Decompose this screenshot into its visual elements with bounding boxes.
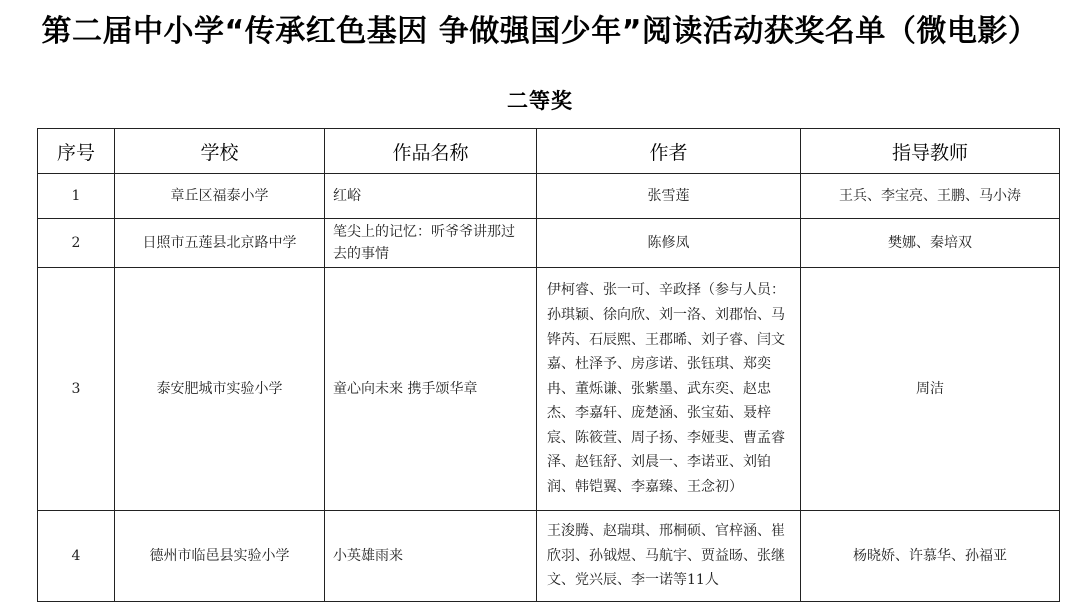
cell-teacher: 杨晓娇、许慕华、孙福亚 <box>801 511 1060 602</box>
table-row <box>38 174 1060 219</box>
header-index: 序号 <box>38 129 115 174</box>
cell-work-title: 红峪 <box>325 174 537 219</box>
table-header-row <box>38 129 1060 174</box>
cell-teacher: 王兵、李宝亮、王鹏、马小涛 <box>801 174 1060 219</box>
cell-school: 日照市五莲县北京路中学 <box>115 219 325 268</box>
cell-author: 王浚腾、赵瑞琪、邢桐硕、官梓涵、崔欣羽、孙钺煜、马航宇、贾益旸、张继文、党兴辰、李一诺等11人 <box>537 511 801 602</box>
award-table <box>37 128 1060 602</box>
header-teacher: 指导教师 <box>801 129 1060 174</box>
cell-school: 泰安肥城市实验小学 <box>115 268 325 511</box>
award-level-heading: 二等奖 <box>507 89 573 113</box>
table-row <box>38 268 1060 511</box>
cell-index: 4 <box>38 511 115 602</box>
cell-work-title: 童心向未来 携手颂华章 <box>325 268 537 511</box>
cell-work-title: 笔尖上的记忆：听爷爷讲那过去的事情 <box>325 219 537 268</box>
table-row <box>38 511 1060 602</box>
page-title: 第二届中小学“传承红色基因 争做强国少年”阅读活动获奖名单（微电影） <box>41 14 1039 49</box>
cell-school: 德州市临邑县实验小学 <box>115 511 325 602</box>
header-work-title: 作品名称 <box>325 129 537 174</box>
cell-index: 1 <box>38 174 115 219</box>
cell-school: 章丘区福泰小学 <box>115 174 325 219</box>
cell-author: 张雪莲 <box>537 174 801 219</box>
cell-work-title: 小英雄雨来 <box>325 511 537 602</box>
table-row <box>38 219 1060 268</box>
header-school: 学校 <box>115 129 325 174</box>
cell-author: 伊柯睿、张一可、辛政择（参与人员：孙琪颖、徐向欣、刘一洛、刘郡怡、马铧芮、石辰熙、王郡晞、刘子睿、闫文嘉、杜泽予、房彦诺、张钰琪、郑奕冉、董烁谦、张紫墨、武东奕、赵忠杰、李嘉轩、庞楚涵、张宝茹、聂梓宸、陈筱萱、周子扬、李娅斐、曹孟睿泽、赵钰舒、刘晨一、李诺亚、刘铂润、韩铠翼、李嘉臻、王念初） <box>537 268 801 511</box>
cell-teacher: 周洁 <box>801 268 1060 511</box>
cell-teacher: 樊娜、秦培双 <box>801 219 1060 268</box>
cell-index: 2 <box>38 219 115 268</box>
cell-author: 陈修凤 <box>537 219 801 268</box>
cell-index: 3 <box>38 268 115 511</box>
header-author: 作者 <box>537 129 801 174</box>
